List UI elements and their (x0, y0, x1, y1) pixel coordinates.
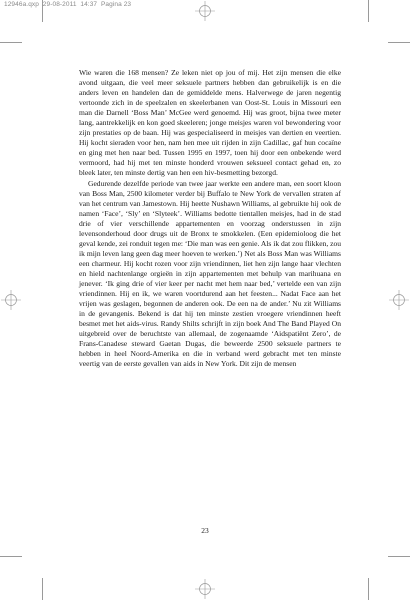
crop-mark (368, 0, 369, 22)
registration-mark-left-icon (1, 290, 21, 310)
registration-mark-right-icon (389, 290, 409, 310)
registration-mark-bottom-icon (195, 579, 215, 599)
body-text (79, 68, 341, 369)
crop-mark (42, 0, 43, 22)
crop-mark (0, 42, 22, 43)
crop-mark (42, 578, 43, 600)
crop-mark (368, 578, 369, 600)
print-slug-line: 12946a.qxp 29-08-2011 14:37 Pagina 23 (4, 1, 132, 8)
crop-mark (388, 556, 410, 557)
paragraph-1: Wie waren die 168 mensen? Ze leken niet op jou of mij. Het zijn mensen die elke avond uitgaan, die veel meer seksuele partners hebben dan gebruikelijk is en die anders leven en handelen dan de gemiddelde mens. Halverwege de jaren negentig vertoonde zich in de speelzalen en skeelerbanen van Oost-St. Louis in Missouri een man die Darnell ‘Boss Man’ McGee werd genoemd. Hij was groot, bijna twee meter lang, aantrekkelijk en kon goed skeeleren; jonge meisjes waren vol bewondering voor zijn prestaties op de baan. Hij was gespecialiseerd in meisjes van dertien en veertien. Hij kocht sieraden voor hen, nam hen mee uit rijden in zijn Cadillac, gaf hun cocaïne en ging met hen naar bed. Tussen 1995 en 1997, toen hij door een onbekende werd vermoord, had hij met ten minste honderd vrouwen seksueel contact gehad en, zo bleek later, ten minste dertig van hen een hiv-besmetting bezorgd. (79, 68, 341, 178)
paragraph-2: Gedurende dezelfde periode van twee jaar werkte een andere man, een soort kloon van Boss Man, 2500 kilometer verder bij Buffalo te New York de vervallen straten af van het centrum van Jamestown. Hij heette Nushawn Williams, al gebruikte hij ook de namen ‘Face’, ‘Sly’ en ‘Slyteek’. Williams bedotte tientallen meisjes, had in de stad drie of vier verschillende appartementen en voorzag onderstussen in zijn levensonderhoud door drugs uit de Bronx te smokkelen. (Een epidemioloog die het geval kende, zei ronduit tegen me: ‘Die man was een genie. Als ik dat zou flikken, zou ik mijn leven lang geen dag meer hoeven te werken.’) Net als Boss Man was Williams een charmeur. Hij kocht rozen voor zijn vriendinnen, liet hen zijn lange haar vlechten en hield nachtenlange orgieën in zijn appartementen met behulp van marihuana en jenever. ‘Ik ging drie of vier keer per nacht met hem naar bed,’ vertelde een van zijn vriendinnen. Hij en ik, we waren voortdurend aan het feesten... Nadat Face aan het vrijen was geslagen, begonnen de anderen ook. De een na de ander.’ Nu zit Williams in de gevangenis. Bekend is dat hij ten minste zestien vroegere vriendinnen heeft besmet met het aids-virus. Randy Shilts schrijft in zijn boek And The Band Played On uitgebreid over de beruchtste van allemaal, de zogenaamde ‘Aidspatiënt Zero’, de Frans-Canadese steward Gaetan Dugas, die beweerde 2500 seksuele partners te hebben in heel Noord-Amerika en die in verband werd gebracht met ten minste veertig van de eerste gevallen van aids in New York. Dit zijn de mensen (79, 178, 341, 369)
crop-mark (388, 42, 410, 43)
crop-mark (0, 556, 22, 557)
registration-mark-top-icon (195, 1, 215, 21)
page-number: 23 (201, 526, 209, 535)
